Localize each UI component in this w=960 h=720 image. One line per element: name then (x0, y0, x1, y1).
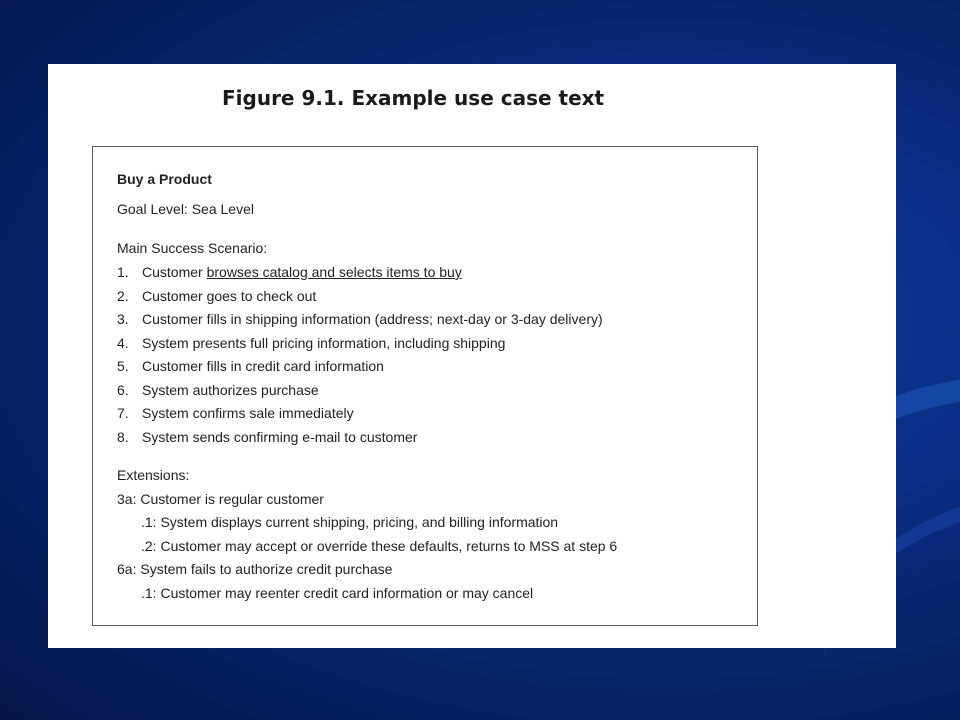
step-number: 3. (117, 311, 129, 327)
step-text: Customer fills in shipping information (address; next-day or 3-day delivery) (142, 311, 603, 327)
extensions-heading: Extensions: (117, 467, 190, 483)
step-text: System confirms sale immediately (142, 405, 354, 421)
step-text: System authorizes purchase (142, 382, 319, 398)
step-number: 1. (117, 264, 129, 280)
extension-subitem: .1: System displays current shipping, pricing, and billing information (141, 514, 559, 530)
step-text-plain: Customer (142, 264, 207, 280)
extension-item: 6a: System fails to authorize credit purchase (117, 561, 393, 577)
step-number: 4. (117, 335, 129, 351)
step-text: System presents full pricing information, including shipping (142, 335, 506, 351)
step-text: System sends confirming e-mail to customer (142, 429, 418, 445)
extension-item: 3a: Customer is regular customer (117, 491, 324, 507)
step-text: Customer fills in credit card information (142, 358, 384, 374)
step-number: 6. (117, 382, 129, 398)
step-text: Customer goes to check out (142, 288, 317, 304)
extension-subitem: .2: Customer may accept or override these defaults, returns to MSS at step 6 (141, 538, 618, 554)
figure-card (48, 64, 896, 648)
figure-title: Figure 9.1. Example use case text (222, 86, 605, 110)
step-text (142, 264, 462, 280)
step-number: 5. (117, 358, 129, 374)
main-scenario-heading: Main Success Scenario: (117, 240, 268, 256)
use-case-title: Buy a Product (117, 171, 212, 187)
extension-subitem: .1: Customer may reenter credit card information or may cancel (141, 585, 534, 601)
step-number: 2. (117, 288, 129, 304)
step-number: 8. (117, 429, 129, 445)
step-number: 7. (117, 405, 129, 421)
use-case-box (92, 146, 758, 626)
step-text-underlined: browses catalog and selects items to buy (206, 264, 462, 280)
goal-level: Goal Level: Sea Level (117, 201, 254, 217)
